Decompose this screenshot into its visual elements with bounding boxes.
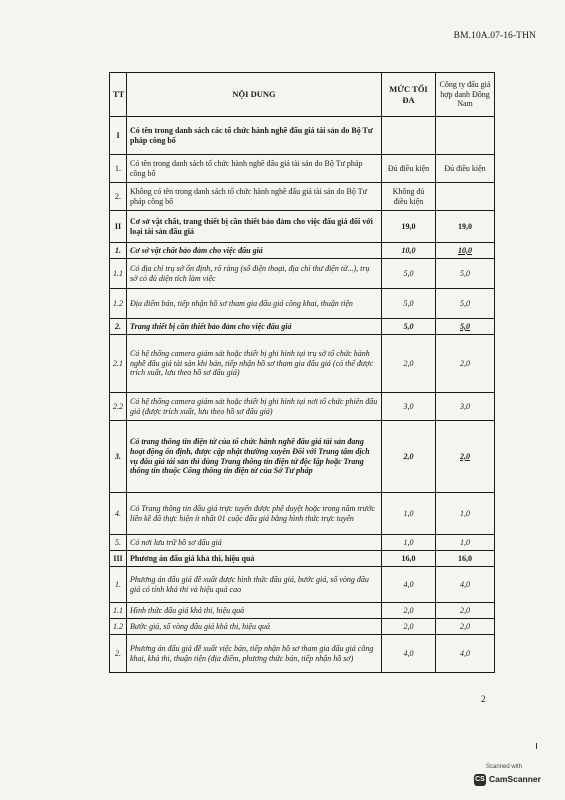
table-row bbox=[110, 551, 495, 567]
row-company-score bbox=[436, 183, 495, 211]
table-row bbox=[110, 259, 495, 289]
camscanner-stamp bbox=[474, 764, 541, 794]
row-tt: I bbox=[110, 117, 127, 155]
row-max-score: 2,0 bbox=[382, 603, 436, 619]
row-content: Có nơi lưu trữ hồ sơ đấu giá bbox=[127, 535, 382, 551]
row-max-score: 10,0 bbox=[382, 243, 436, 259]
row-max-score bbox=[382, 117, 436, 155]
row-company-score: 16,0 bbox=[436, 551, 495, 567]
page-number: 2 bbox=[481, 694, 486, 704]
header-company: Công ty đấu giá hợp danh Đông Nam bbox=[436, 73, 495, 117]
row-max-score: 5,0 bbox=[382, 319, 436, 335]
table-row bbox=[110, 183, 495, 211]
row-content: Có địa chỉ trụ sở ổn định, rõ ràng (số điện thoại, địa chỉ thư điện tử...), trụ sở có đủ diện tích làm việc bbox=[127, 259, 382, 289]
row-tt: II bbox=[110, 211, 127, 243]
row-tt: 2. bbox=[110, 319, 127, 335]
row-tt: 1.2 bbox=[110, 289, 127, 319]
row-tt: 1.2 bbox=[110, 619, 127, 635]
row-company-score: 1,0 bbox=[436, 493, 495, 535]
table-body bbox=[110, 117, 495, 673]
row-tt: III bbox=[110, 551, 127, 567]
table-row bbox=[110, 393, 495, 421]
row-tt: 1.1 bbox=[110, 603, 127, 619]
row-company-score: 2,0 bbox=[436, 619, 495, 635]
row-company-score: 5,0 bbox=[436, 259, 495, 289]
row-tt: 1. bbox=[110, 243, 127, 259]
row-company-score: 2,0 bbox=[436, 421, 495, 493]
scan-mark bbox=[536, 743, 537, 749]
row-company-score: 5,0 bbox=[436, 289, 495, 319]
row-content: Có tên trong danh sách tổ chức hành nghề đấu giá tài sản do Bộ Tư pháp công bố bbox=[127, 155, 382, 183]
table-row bbox=[110, 211, 495, 243]
row-max-score: 16,0 bbox=[382, 551, 436, 567]
row-tt: 4. bbox=[110, 493, 127, 535]
row-content: Cơ sở vật chất, trang thiết bị cần thiết bảo đảm cho việc đấu giá đối với loại tài sản đấu giá bbox=[127, 211, 382, 243]
form-code: BM.10A.07-16-THN bbox=[453, 31, 536, 41]
row-company-score: 4,0 bbox=[436, 567, 495, 603]
row-company-score: 1,0 bbox=[436, 535, 495, 551]
row-max-score: 5,0 bbox=[382, 259, 436, 289]
row-content: Có Trang thông tin đấu giá trực tuyến được phê duyệt hoặc trong năm trước liền kề đã thực hiện ít nhất 01 cuộc đấu giá bằng hình thức trực tuyến bbox=[127, 493, 382, 535]
table-row bbox=[110, 603, 495, 619]
header-max: MỨC TỐI ĐA bbox=[382, 73, 436, 117]
table-row bbox=[110, 117, 495, 155]
table-row bbox=[110, 619, 495, 635]
table-row bbox=[110, 567, 495, 603]
row-tt: 3. bbox=[110, 421, 127, 493]
stamp-brand-text: CamScanner bbox=[489, 774, 541, 784]
row-max-score: 1,0 bbox=[382, 535, 436, 551]
row-max-score: 2,0 bbox=[382, 421, 436, 493]
row-tt: 1. bbox=[110, 155, 127, 183]
table-row bbox=[110, 635, 495, 673]
row-tt: 2. bbox=[110, 635, 127, 673]
table-header-row bbox=[110, 73, 495, 117]
row-company-score: 3,0 bbox=[436, 393, 495, 421]
row-max-score: 3,0 bbox=[382, 393, 436, 421]
row-max-score: 19,0 bbox=[382, 211, 436, 243]
row-max-score: Không đủ điều kiện bbox=[382, 183, 436, 211]
row-tt: 2.2 bbox=[110, 393, 127, 421]
table-row bbox=[110, 493, 495, 535]
row-content: Phương án đấu giá khả thi, hiệu quả bbox=[127, 551, 382, 567]
stamp-scanned-text: Scanned with bbox=[486, 764, 523, 770]
row-content: Có tên trong danh sách các tổ chức hành nghề đấu giá tài sản do Bộ Tư pháp công bố bbox=[127, 117, 382, 155]
row-tt: 1.1 bbox=[110, 259, 127, 289]
row-content: Hình thức đấu giá khả thi, hiệu quả bbox=[127, 603, 382, 619]
row-tt: 1. bbox=[110, 567, 127, 603]
row-tt: 5. bbox=[110, 535, 127, 551]
evaluation-table bbox=[109, 72, 495, 673]
row-max-score: 2,0 bbox=[382, 619, 436, 635]
table-row bbox=[110, 155, 495, 183]
row-content: Không có tên trong danh sách tổ chức hành nghề đấu giá tài sản do Bộ Tư pháp công bố bbox=[127, 183, 382, 211]
row-max-score: 1,0 bbox=[382, 493, 436, 535]
row-content: Trang thiết bị cần thiết bảo đảm cho việc đấu giá bbox=[127, 319, 382, 335]
row-content: Cơ sở vật chất bảo đảm cho việc đấu giá bbox=[127, 243, 382, 259]
row-company-score bbox=[436, 117, 495, 155]
table-row bbox=[110, 421, 495, 493]
row-max-score: 2,0 bbox=[382, 335, 436, 393]
row-content: Phương án đấu giá đề xuất được hình thức đấu giá, bước giá, số vòng đấu giá có tính khả thi và hiệu quả cao bbox=[127, 567, 382, 603]
row-company-score: 19,0 bbox=[436, 211, 495, 243]
row-content: Phương án đấu giá đề xuất việc bán, tiếp nhận hồ sơ tham gia đấu giá công khai, khả thi, thuận tiện (địa điểm, phương thức bán, tiếp nhận hồ sơ) bbox=[127, 635, 382, 673]
table-row bbox=[110, 535, 495, 551]
header-content: NỘI DUNG bbox=[127, 73, 382, 117]
table-row bbox=[110, 319, 495, 335]
row-company-score: 2,0 bbox=[436, 603, 495, 619]
row-content: Địa điểm bán, tiếp nhận hồ sơ tham gia đấu giá công khai, thuận tiện bbox=[127, 289, 382, 319]
row-content: Có hệ thống camera giám sát hoặc thiết bị ghi hình tại trụ sở tổ chức hành nghề đấu giá tài sản khi bán, tiếp nhận hồ sơ tham gia đấu giá (có thể được trích xuất, lưu theo hồ sơ đấu giá) bbox=[127, 335, 382, 393]
row-company-score: 10,0 bbox=[436, 243, 495, 259]
table-row bbox=[110, 289, 495, 319]
row-tt: 2. bbox=[110, 183, 127, 211]
table-row bbox=[110, 335, 495, 393]
row-content: Bước giá, số vòng đấu giá khả thi, hiệu quả bbox=[127, 619, 382, 635]
row-max-score: 4,0 bbox=[382, 635, 436, 673]
row-company-score: Đủ điều kiện bbox=[436, 155, 495, 183]
row-content: Có trang thông tin điện tử của tổ chức hành nghề đấu giá tài sản đang hoạt động ổn định, được cập nhật thường xuyên Đối với Trung tâm dịch vụ đấu giá tài sản thì dùng Trang thông tin điện tử độc lập hoặc Trang thông tin thuộc Cổng thông tin điện tử của Sở Tư pháp bbox=[127, 421, 382, 493]
row-company-score: 2,0 bbox=[436, 335, 495, 393]
row-max-score: Đủ điều kiện bbox=[382, 155, 436, 183]
header-tt: TT bbox=[110, 73, 127, 117]
row-content: Có hệ thống camera giám sát hoặc thiết bị ghi hình tại nơi tổ chức phiên đấu giá (được trích xuất, lưu theo hồ sơ đấu giá) bbox=[127, 393, 382, 421]
row-max-score: 5,0 bbox=[382, 289, 436, 319]
table-row bbox=[110, 243, 495, 259]
row-company-score: 5,0 bbox=[436, 319, 495, 335]
row-company-score: 4,0 bbox=[436, 635, 495, 673]
camscanner-logo-icon: CS bbox=[474, 774, 486, 786]
row-max-score: 4,0 bbox=[382, 567, 436, 603]
row-tt: 2.1 bbox=[110, 335, 127, 393]
